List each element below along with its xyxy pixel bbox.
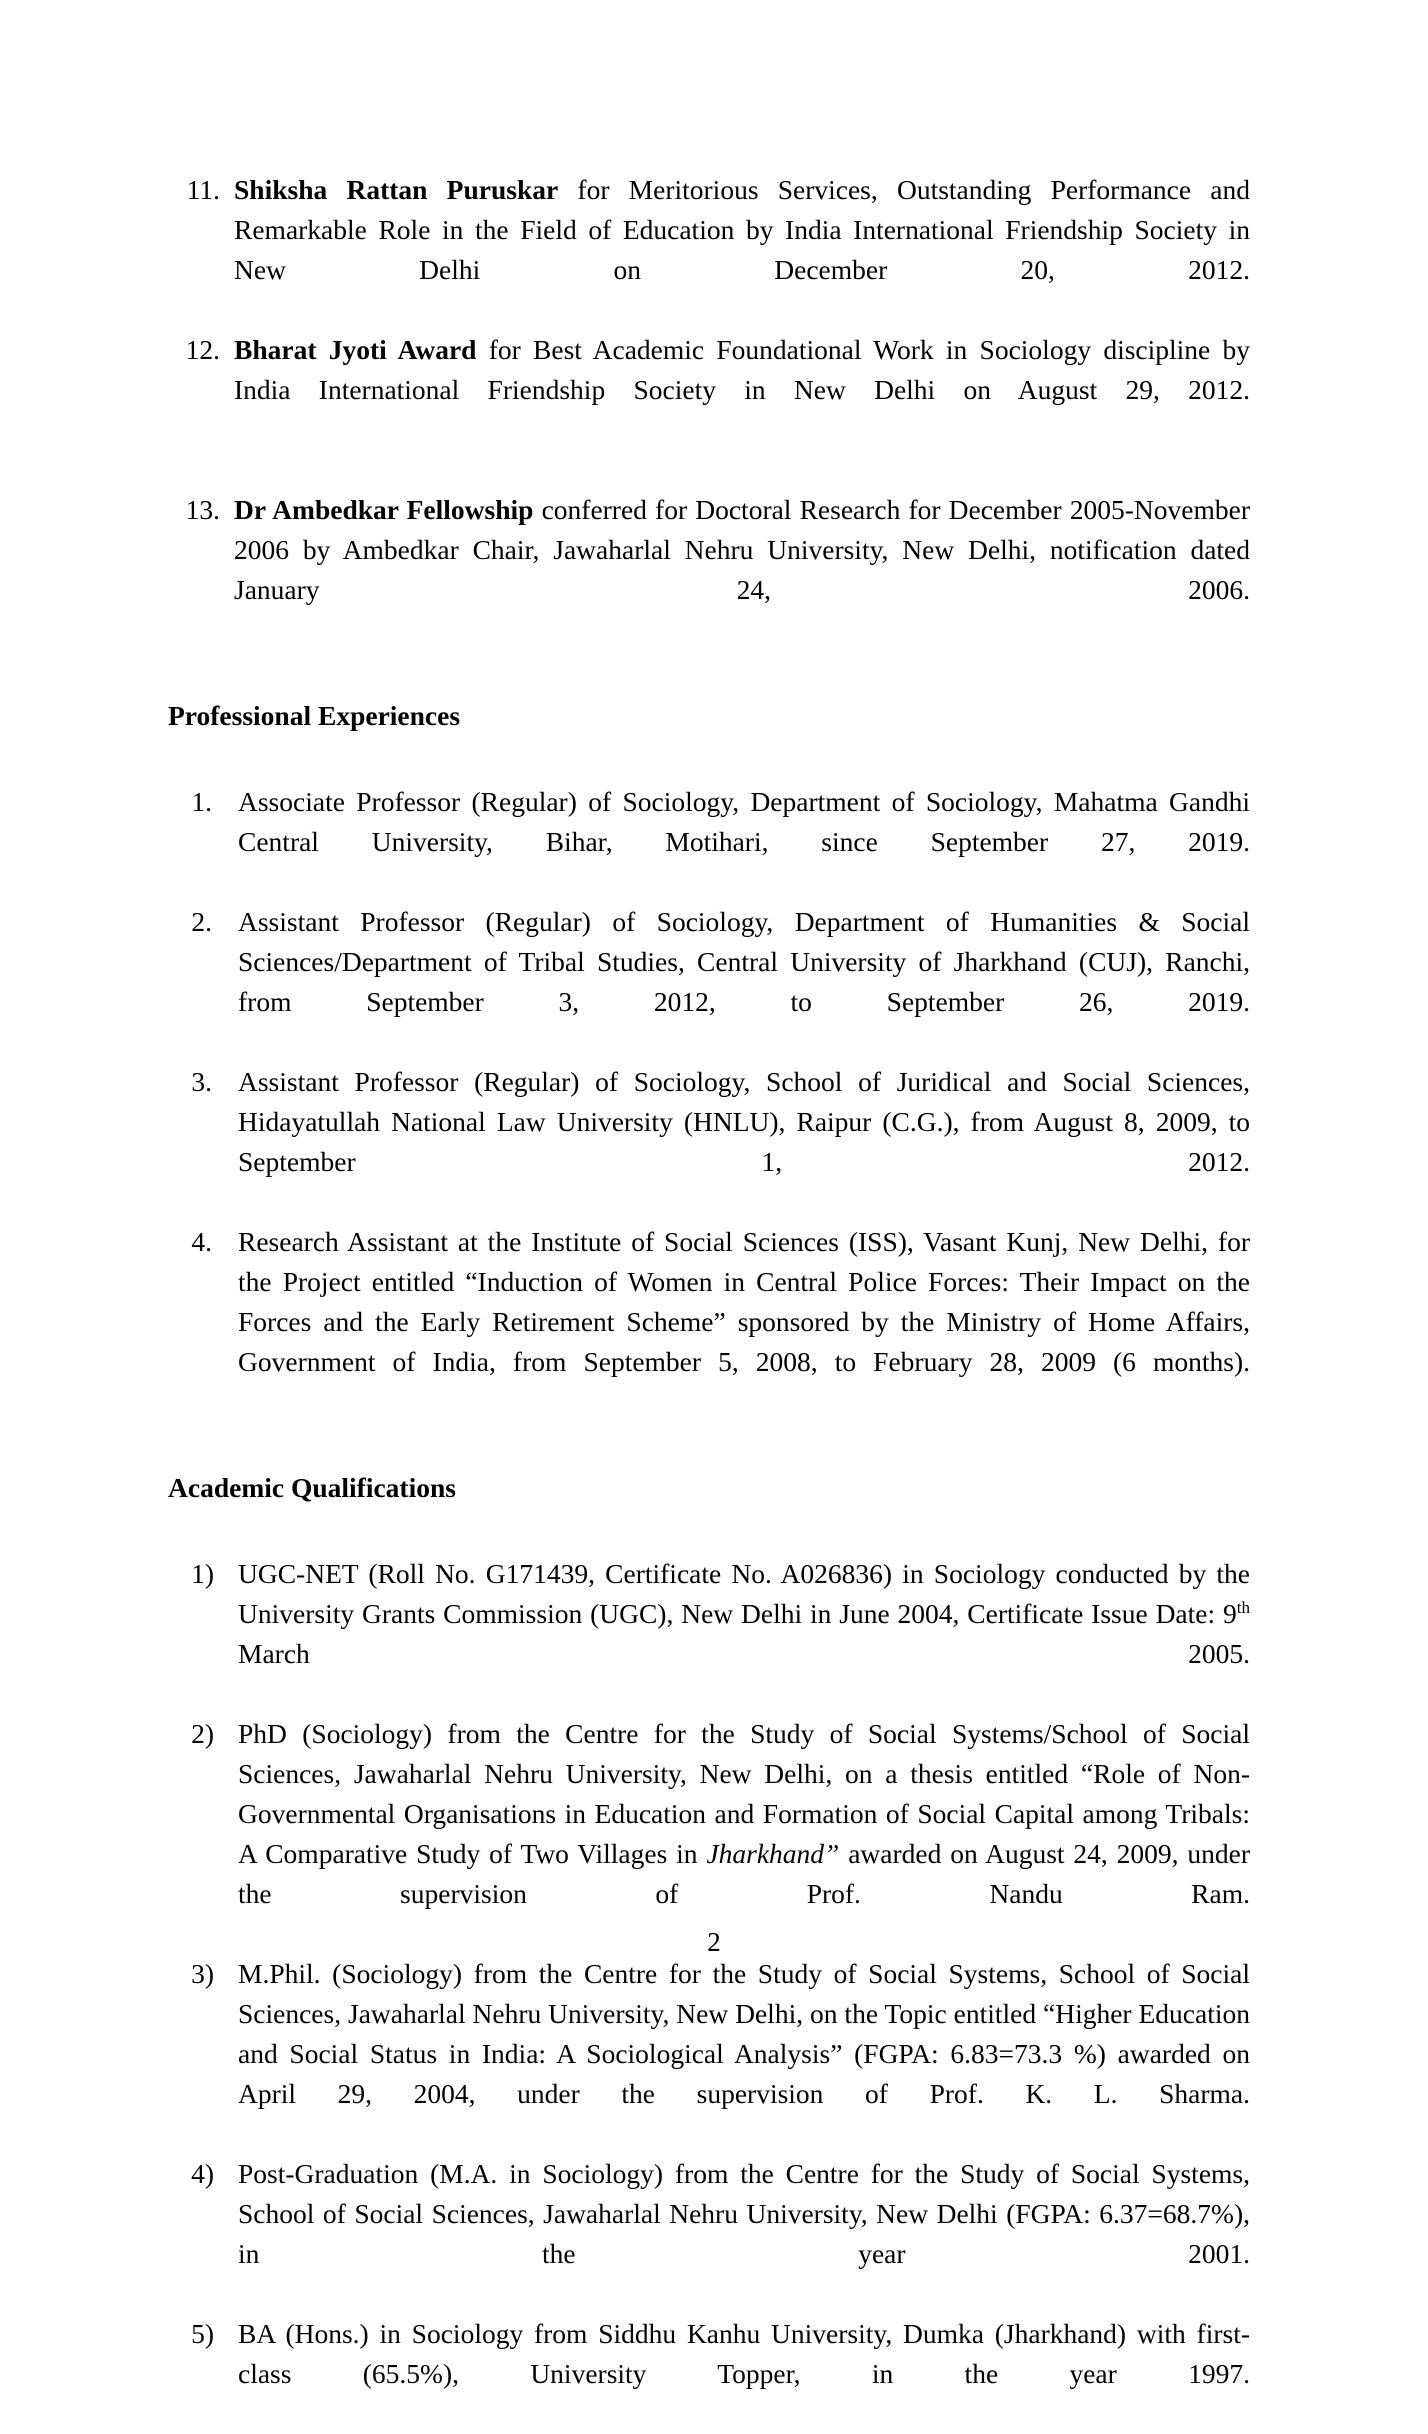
list-marker: 1. <box>191 786 212 817</box>
qualification-text-part2: awarded on August 24, 2009, under the supervision of Prof. Nandu Ram. <box>238 1838 1250 1909</box>
thesis-title-italic: Jharkhand” <box>706 1838 840 1869</box>
list-marker: 13. <box>185 494 220 525</box>
award-description: for Best Academic Foundational Work in Sociology discipline by India International Friendship Society in New Delhi on August 29, 2012. <box>234 334 1250 405</box>
list-item <box>168 1062 1250 1222</box>
award-title: Dr Ambedkar Fellowship <box>234 494 534 525</box>
award-title: Shiksha Rattan Puruskar <box>234 174 559 205</box>
list-marker: 1) <box>191 1558 214 1589</box>
list-item <box>168 2314 1250 2434</box>
list-item <box>168 2154 1250 2314</box>
list-item-text <box>238 1554 1250 1714</box>
section-spacer <box>168 650 1250 696</box>
list-item-text: Research Assistant at the Institute of Social Sciences (ISS), Vasant Kunj, New Delhi, for the Project entitled “Induction of Women in Central Police Forces: Their Impact on the Forces and the Early Retirement Scheme” sponsored by the Ministry of Home Affairs, Government of India, from September 5, 2008, to February 28, 2009 (6 months). <box>238 1226 1250 1377</box>
awards-list <box>168 170 1250 650</box>
qualification-text-part1: UGC-NET (Roll No. G171439, Certificate No. A026836) in Sociology conducted by the University Grants Commission (UGC), New Delhi in June 2004, Certificate Issue Date: 9 <box>238 1558 1250 1629</box>
qualification-text-part1: PhD (Sociology) from the Centre for the Study of Social Systems/School of Social Sciences, Jawaharlal Nehru University, New Delhi, on a thesis entitled “Role of Non-Governmental Organisations in Education and Formation of Social Capital among Tribals: A Comparative Study of Two Villages in <box>238 1718 1250 1869</box>
list-item <box>168 1554 1250 1714</box>
list-item-text: Assistant Professor (Regular) of Sociology, School of Juridical and Social Sciences, Hidayatullah National Law University (HNLU), Raipur (C.G.), from August 8, 2009, to September 1, 2012. <box>238 1066 1250 1177</box>
list-item <box>168 782 1250 902</box>
list-item-text: Post-Graduation (M.A. in Sociology) from the Centre for the Study of Social Systems, School of Social Sciences, Jawaharlal Nehru University, New Delhi (FGPA: 6.37=68.7%), in the year 2001. <box>238 2158 1250 2269</box>
list-marker: 3) <box>191 1958 214 1989</box>
list-item-text: M.Phil. (Sociology) from the Centre for the Study of Social Systems, School of Social Sciences, Jawaharlal Nehru University, New Delhi, on the Topic entitled “Higher Education and Social Status in India: A Sociological Analysis” (FGPA: 6.83=73.3 %) awarded on April 29, 2004, under the supervision of Prof. K. L. Sharma. <box>238 1958 1250 2109</box>
list-marker: 3. <box>191 1066 212 1097</box>
award-title: Bharat Jyoti Award <box>234 334 477 365</box>
list-item-text <box>234 170 1250 330</box>
list-marker: 12. <box>185 334 220 365</box>
heading-spacer <box>168 1508 1250 1554</box>
section-heading-academic-qualifications: Academic Qualifications <box>168 1472 456 1503</box>
list-item-text <box>238 1714 1250 1954</box>
list-marker: 4) <box>191 2158 214 2189</box>
list-marker: 11. <box>186 174 220 205</box>
list-item <box>168 1714 1250 1954</box>
list-marker: 4. <box>191 1226 212 1257</box>
list-item-text: Assistant Professor (Regular) of Sociology, Department of Humanities & Social Sciences/Department of Tribal Studies, Central University of Jharkhand (CUJ), Ranchi, from September 3, 2012, to September 26, 2019. <box>238 906 1250 1017</box>
award-description: conferred for Doctoral Research for December 2005-November 2006 by Ambedkar Chair, Jawaharlal Nehru University, New Delhi, notification dated January 24, 2006. <box>234 494 1250 605</box>
list-item-text <box>234 330 1250 450</box>
list-item-text <box>234 490 1250 650</box>
list-marker: 2) <box>191 1718 214 1749</box>
heading-spacer <box>168 736 1250 782</box>
list-item-text: BA (Hons.) in Sociology from Siddhu Kanhu University, Dumka (Jharkhand) with first-class (65.5%), University Topper, in the year 1997. <box>238 2318 1250 2389</box>
list-item <box>168 1954 1250 2154</box>
page-number: 2 <box>707 1927 721 1957</box>
list-item <box>168 330 1250 450</box>
qualification-text-part2: March 2005. <box>238 1638 1250 1669</box>
section-heading-professional-experiences: Professional Experiences <box>168 700 461 731</box>
list-item <box>168 490 1250 650</box>
professional-experiences-list <box>168 782 1250 1422</box>
award-description: for Meritorious Services, Outstanding Performance and Remarkable Role in the Field of Education by India International Friendship Society in New Delhi on December 20, 2012. <box>234 174 1250 285</box>
list-item <box>168 1222 1250 1422</box>
list-marker: 2. <box>191 906 212 937</box>
page-content <box>168 170 1250 2434</box>
list-item <box>168 170 1250 330</box>
list-item <box>168 902 1250 1062</box>
ordinal-suffix: th <box>1236 1597 1250 1617</box>
list-marker: 5) <box>191 2318 214 2349</box>
section-spacer <box>168 1422 1250 1468</box>
list-item-text: Associate Professor (Regular) of Sociology, Department of Sociology, Mahatma Gandhi Central University, Bihar, Motihari, since September 27, 2019. <box>238 786 1250 857</box>
academic-qualifications-list <box>168 1554 1250 2434</box>
